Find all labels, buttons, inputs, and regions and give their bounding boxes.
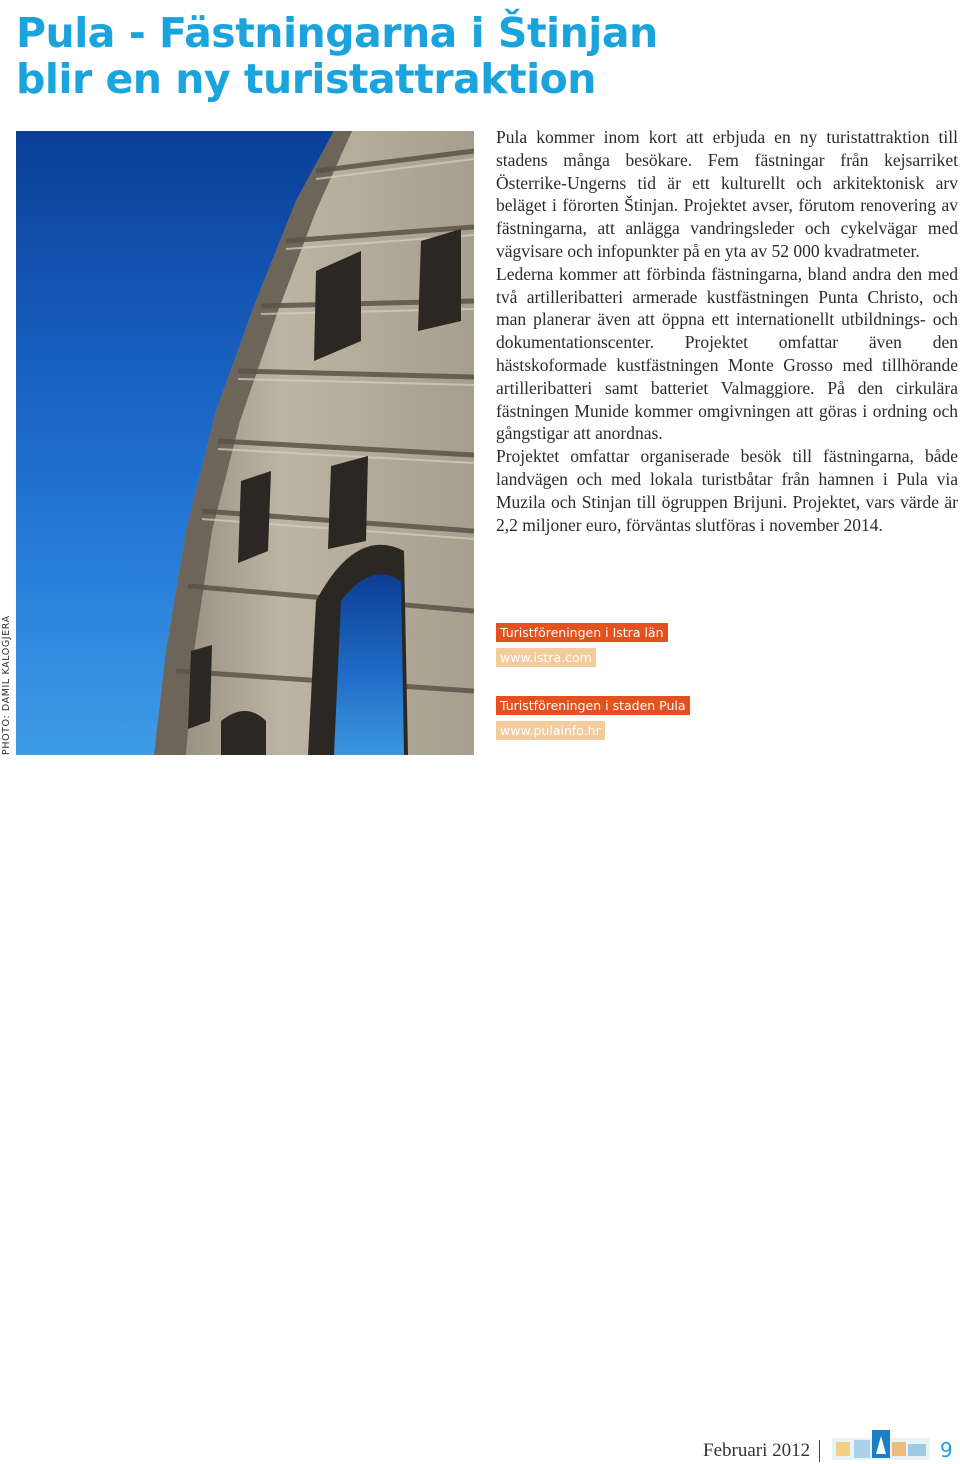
page-number: 9 [940,1438,953,1462]
article-paragraph: Projektet omfattar organiserade besök till fästningarna, både landvägen och med lokala turistbåtar från hamnen i Pula via Muzila och Stinjan till ögruppen Brijuni. Projektet, vars värde är 2,2 miljoner euro, förväntas slutföras i november 2014. [496,446,958,535]
title-line-1: Pula - Fästningarna i Štinjan [16,9,658,57]
organization-name-istra: Turistföreningen i Istra län [496,623,668,642]
magazine-logo [832,1426,930,1462]
title-line-2: blir en ny turistattraktion [16,55,596,103]
organization-name-pula: Turistföreningen i staden Pula [496,696,690,715]
footer-divider [819,1440,820,1462]
article-paragraph: Lederna kommer att förbinda fästningarna, bland andra den med två artilleribatteri armerade kustfästningen Punta Christo, och man planerar även att öppna ett internationellt utbildnings- och dokumentationscenter. Projektet omfattar även den hästskoformade kustfästningen Monte Grosso med tillhörande artilleribatteri samt batteriet Valmaggiore. På den cirkulära fästningen Munide kommer omgivningen att göras i ordning och gångstigar att anordnas. [496,263,958,444]
link-pulainfo[interactable]: www.pulainfo.hr [496,721,605,740]
arena-photo [16,131,474,755]
issue-date: Februari 2012 [703,1440,811,1461]
photo-credit: PHOTO: DAMIL KALOGJERA [1,615,12,755]
arena-photo-illustration [16,131,474,755]
magazine-logo-graphic [832,1426,930,1462]
article-title [16,10,716,102]
article-body [496,126,958,536]
link-istra[interactable]: www.istra.com [496,648,596,667]
article-paragraph: Pula kommer inom kort att erbjuda en ny turistattraktion till stadens många besökare. Fem fästningar från kejsarriket Österrike-Ungerns tid är ett kulturellt och arkitektonisk arv beläget i förorten Štinjan. Projektet avser, förutom renovering av fästningarna, att anlägga vandringsleder och cykelvägar med vägvisare och infopunkter på en yta av 52 000 kvadratmeter. [496,127,958,261]
